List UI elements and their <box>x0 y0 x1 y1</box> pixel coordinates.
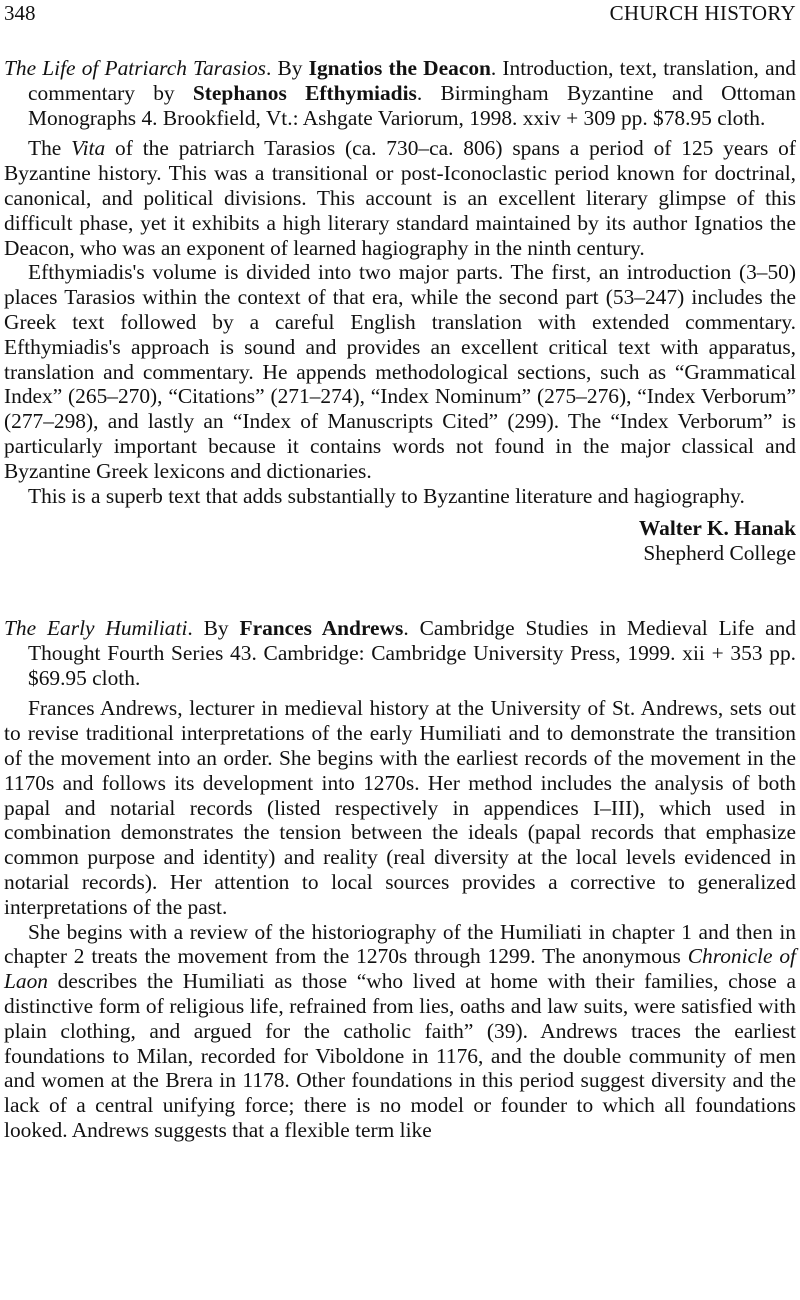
review-paragraph <box>4 136 796 260</box>
text-run: She begins with a review of the historiography of the Humiliati in chapter 1 and then in chapter 2 treats the movement from the 1270s through 1299. The anonymous <box>4 919 796 969</box>
book-review-tarasios <box>4 56 796 566</box>
book-title: The Life of Patriarch Tarasios <box>4 56 266 80</box>
review-paragraph: Frances Andrews, lecturer in medieval history at the University of St. Andrews, sets out to revise traditional interpretations of the early Humiliati and to demonstrate the transition of the movement into an order. She begins with the earliest records of the movement in the 1170s and follows its development into 1270s. Her method includes the analysis of both papal and notarial records (listed respectively in appendices I–III), which used in combination demonstrates the tension between the ideals (papal records that emphasize common purpose and identity) and reality (real diversity at the local levels evidenced in notarial records). Her attention to local sources provides a corrective to generalized interpretations of the past. <box>4 696 796 919</box>
journal-title: CHURCH HISTORY <box>609 1 796 25</box>
italic-term: Vita <box>71 136 106 161</box>
page-number: 348 <box>4 1 36 25</box>
by-label: By <box>203 616 229 640</box>
review-citation: The Early Humiliati. By Frances Andrews. Cambridge Studies in Medieval Life and Thought Fourth Series 43. Cambridge: Cambridge University Press, 1999. xii + 353 pp. $69.95 cloth. <box>4 616 797 690</box>
text-run: The <box>28 136 62 161</box>
reviewer-affiliation: Shepherd College <box>643 541 796 566</box>
publication-details: Birmingham Byzantine and Ottoman Monographs 4. Brookfield, Vt.: Ashgate Variorum, 1998. xxiv + 309 pp. $78.95 cloth. <box>28 80 797 130</box>
italic-term: Chronicle of Laon <box>4 944 796 994</box>
review-paragraph: This is a superb text that adds substantially to Byzantine literature and hagiography. <box>28 483 745 508</box>
by-label: By <box>277 56 303 80</box>
reviewer-signature <box>4 516 796 566</box>
review-paragraph: Efthymiadis's volume is divided into two major parts. The first, an introduction (3–50) places Tarasios within the context of that era, while the second part (53–247) includes the Greek text followed by a careful English translation with extended commentary. Efthymiadis's approach is sound and provides an excellent critical text with apparatus, translation and commentary. He appends methodological sections, such as “Grammatical Index” (265–270), “Citations” (271–274), “Index Nominum” (275–276), “Index Verborum” (277–298), and lastly an “Index of Manuscripts Cited” (299). The “Index Verborum” is particularly important because it contains words not found in the major classical and Byzantine Greek lexicons and dictionaries. <box>4 260 796 483</box>
review-citation: The Life of Patriarch Tarasios. By Ignatios the Deacon. Introduction, text, translation, and commentary by Stephanos Efthymiadis. Birmingham Byzantine and Ottoman Monographs 4. Brookfield, Vt.: Ashgate Variorum, 1998. xxiv + 309 pp. $78.95 cloth. <box>4 56 797 130</box>
review-paragraph <box>4 920 796 1143</box>
intro-text: Introduction, text, translation, and commentary by <box>28 56 796 105</box>
book-author: Ignatios the Deacon <box>308 56 491 80</box>
book-title: The Early Humiliati <box>4 616 188 640</box>
book-editor: Stephanos Efthymiadis <box>192 80 417 105</box>
reviewer-name: Walter K. Hanak <box>638 516 796 541</box>
text-run: describes the Humiliati as those “who lived at home with their families, chose a distinctive form of religious life, refrained from lies, oaths and law suits, were satisfied with plain clothing, and argued for the catholic faith” (39). Andrews traces the earliest foundations to Milan, recorded for Viboldone in 1176, and the double community of men and women at the Brera in 1178. Other foundations in this period suggest diversity and the lack of a central unifying force; there is no model or founder to which all foundations looked. Andrews suggests that a flexible term like <box>4 969 796 1142</box>
publication-details: Cambridge Studies in Medieval Life and Thought Fourth Series 43. Cambridge: Cambridge University Press, 1999. xii + 353 pp. $69.95 cloth. <box>28 616 797 690</box>
book-author: Frances Andrews <box>239 616 404 640</box>
book-review-humiliati <box>4 616 796 1143</box>
text-run: of the patriarch Tarasios (ca. 730–ca. 806) spans a period of 125 years of Byzantine history. This was a transitional or post-Iconoclastic period known for doctrinal, canonical, and political divisions. This account is an excellent literary glimpse of this difficult phase, yet it exhibits a high literary standard maintained by its author Ignatios the Deacon, who was an exponent of learned hagiography in the ninth century. <box>4 136 796 260</box>
running-head <box>4 0 796 30</box>
